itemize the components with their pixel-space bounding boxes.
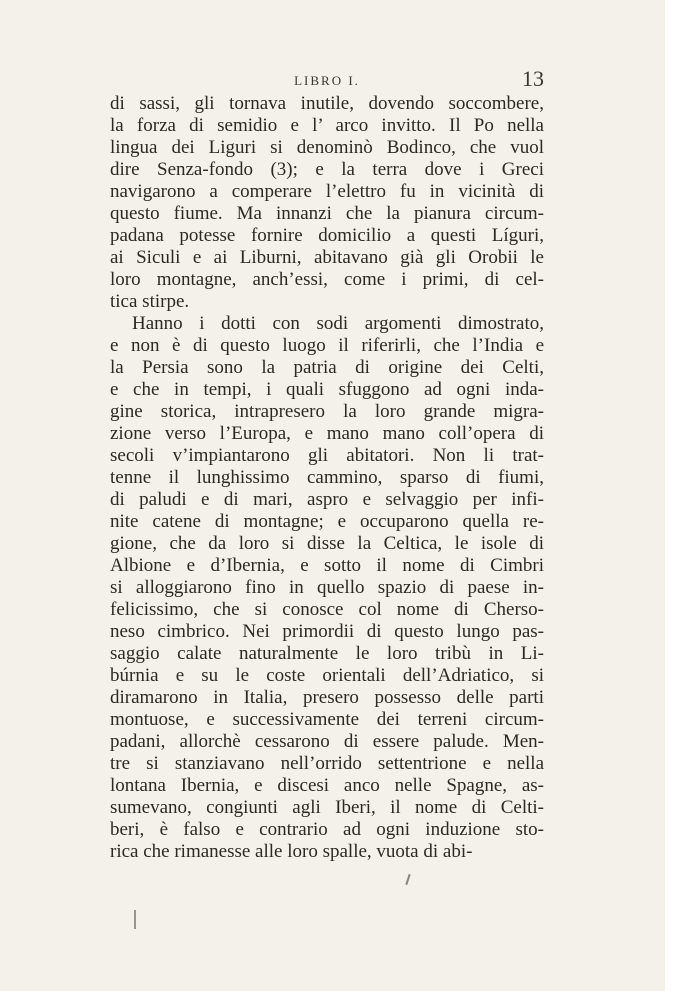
page-number: 13 [522, 66, 544, 91]
margin-mark [134, 910, 136, 929]
text-line: di paludi e di mari, aspro e selvaggio per infi- [110, 489, 544, 510]
text-line: padani, allorchè cessarono di essere palude. Men- [110, 731, 544, 752]
text-line: la forza di semidio e l’ arco invitto. Il Po nella [110, 115, 544, 136]
text-line: loro montagne, anch’essi, come i primi, di cel- [110, 269, 544, 290]
scan-edge [665, 0, 700, 991]
text-line: tica stirpe. [110, 291, 190, 312]
text-line: ai Siculi e ai Liburni, abitavano già gli Orobii le [110, 247, 544, 268]
text-line: di sassi, gli tornava inutile, dovendo soccombere, [110, 93, 544, 114]
text-line: lontana Ibernia, e discesi anco nelle Spagne, as- [110, 775, 544, 796]
text-line: saggio calate naturalmente le loro tribù in Li- [110, 643, 544, 664]
ink-mark [405, 874, 410, 885]
text-line: tre si stanziavano nell’orrido settentrione e nella [110, 753, 544, 774]
text-line: rica che rimanesse alle loro spalle, vuota di abi- [110, 841, 473, 862]
running-title: LIBRO I. [294, 73, 360, 88]
text-line: tenne il lunghissimo cammino, sparso di fiumi, [110, 467, 544, 488]
text-line: Albione e d’Ibernia, e sotto il nome di Cimbri [110, 555, 544, 576]
text-line: zione verso l’Europa, e mano mano coll’opera di [110, 423, 544, 444]
text-line: padana potesse fornire domicilio a questi Líguri, [110, 225, 544, 246]
text-line: nite catene di montagne; e occuparono quella re- [110, 511, 544, 532]
text-line: lingua dei Liguri si denominò Bodinco, che vuol [110, 137, 544, 158]
text-line: navigarono a comperare l’elettro fu in vicinità di [110, 181, 544, 202]
text-line: neso cimbrico. Nei primordii di questo lungo pas- [110, 621, 544, 642]
text-line: gione, che da loro si disse la Celtica, le isole di [110, 533, 544, 554]
text-line: dire Senza-fondo (3); e la terra dove i Greci [110, 159, 544, 180]
text-line: si alloggiarono fino in quello spazio di paese in- [110, 577, 544, 598]
text-line: beri, è falso e contrario ad ogni induzione sto- [110, 819, 544, 840]
text-line: gine storica, intrapresero la loro grande migra- [110, 401, 544, 422]
text-line: e non è di questo luogo il riferirli, che l’India e [110, 335, 544, 356]
text-line: felicissimo, che si conosce col nome di Cherso- [110, 599, 544, 620]
text-line: diramarono in Italia, presero possesso delle parti [110, 687, 544, 708]
text-line: la Persia sono la patria di origine dei Celti, [110, 357, 544, 378]
text-line: Hanno i dotti con sodi argomenti dimostrato, [132, 313, 544, 334]
text-line: búrnia e su le coste orientali dell’Adriatico, si [110, 665, 544, 686]
text-line: secoli v’impiantarono gli abitatori. Non li trat- [110, 445, 544, 466]
body-text [110, 93, 544, 863]
text-line: questo fiume. Ma innanzi che la pianura circum- [110, 203, 544, 224]
running-head [110, 66, 544, 92]
text-line: sumevano, congiunti agli Iberi, il nome di Celti- [110, 797, 544, 818]
text-line: montuose, e successivamente dei terreni circum- [110, 709, 544, 730]
text-line: e che in tempi, i quali sfuggono ad ogni inda- [110, 379, 544, 400]
